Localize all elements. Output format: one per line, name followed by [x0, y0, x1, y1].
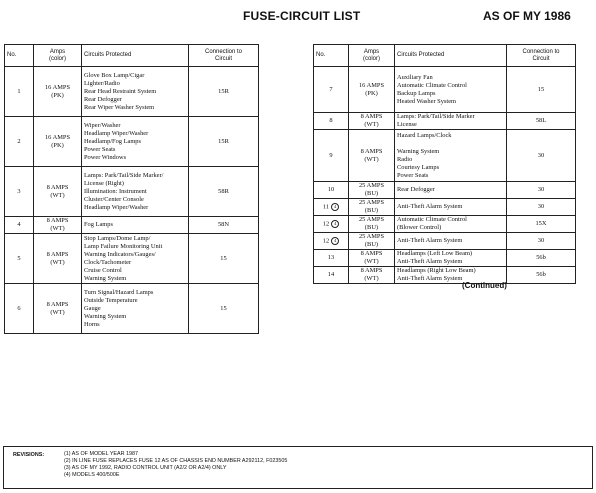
fuse-number-text: 12 — [322, 220, 330, 228]
fuse-number-text: 11 — [322, 203, 330, 211]
fuse-number — [314, 267, 349, 284]
circuit-line: Auxiliary Fan — [397, 73, 433, 81]
circuit-line: Stop Lamps/Dome Lamp/ — [84, 234, 151, 242]
circuit-line: Power Windows — [84, 153, 127, 161]
connection-circuit: 15X — [507, 216, 576, 233]
circuit-line: Rear Head Restraint System — [84, 87, 157, 95]
fuse-number — [5, 67, 34, 117]
fuse-row — [314, 113, 576, 130]
circuits-protected — [82, 217, 189, 234]
connection-circuit: 30 — [507, 233, 576, 250]
fuse-number-text: 14 — [327, 271, 335, 278]
circuit-line: Headlamp Wiper/Washer — [84, 129, 149, 137]
circuit-line: Warning System — [84, 312, 127, 320]
circuits-protected — [82, 167, 189, 217]
connection-circuit: 30 — [507, 199, 576, 216]
circuit-line: Cruise Control — [84, 266, 122, 274]
circuit-line: Illumination: Instrument — [84, 187, 147, 195]
fuse-number-text: 13 — [327, 254, 335, 261]
connection-circuit: 15 — [189, 284, 259, 334]
amps-value: 8 AMPS — [360, 267, 383, 274]
model-year-label: AS OF MY 1986 — [483, 9, 571, 23]
circuit-line: Courtesy Lamps — [397, 163, 440, 171]
fuse-color: (WT) — [364, 121, 379, 128]
connection-circuit: 15R — [189, 117, 259, 167]
revision-mark: 4 — [331, 203, 339, 211]
circuit-line: Glove Box Lamp/Cigar — [84, 71, 145, 79]
right-table-body — [314, 67, 576, 284]
amps-value: 25 AMPS — [358, 216, 385, 223]
revision-item: (3) AS OF MY 1992, RADIO CONTROL UNIT (A2/2 OR A2/4) ONLY — [64, 465, 227, 471]
circuits-protected — [82, 117, 189, 167]
circuit-line: License — [397, 121, 417, 128]
fuse-row — [5, 284, 259, 334]
fuse-row — [5, 167, 259, 217]
left-table-body — [5, 67, 259, 334]
amps-label: Amps — [363, 48, 380, 55]
amps-color-label: (color) — [362, 55, 380, 62]
circuit-line: Headlamps (Left Low Beam) — [397, 250, 473, 257]
fuse-row — [5, 117, 259, 167]
circuit-line: Backup Lamps — [397, 89, 436, 97]
circuit-line: Anti-Theft Alarm System — [397, 258, 463, 265]
circuit-line: Power Seats — [84, 145, 116, 153]
circuit-line: Automatic Climate Control — [397, 81, 467, 89]
fuse-amps — [34, 284, 82, 334]
fuse-row — [314, 199, 576, 216]
table-header-row — [5, 45, 259, 67]
fuse-row — [314, 67, 576, 113]
amps-value: 8 AMPS — [46, 300, 69, 308]
table-header-row — [314, 45, 576, 67]
fuse-number-text: 12 — [322, 237, 330, 245]
circuit-line: Rear Defogger — [84, 95, 122, 103]
amps-value: 16 AMPS — [44, 133, 71, 141]
circuit-line: Warning Indicators/Gauges/ — [84, 250, 156, 258]
amps-value: 8 AMPS — [46, 250, 69, 258]
col-header-connection — [507, 45, 576, 67]
fuse-color: (PK) — [365, 89, 378, 97]
fuse-color: (BU) — [364, 207, 379, 214]
connection-circuit: 58N — [189, 217, 259, 234]
fuse-color: (WT) — [50, 308, 65, 316]
amps-value: 25 AMPS — [358, 199, 385, 206]
fuse-number — [5, 284, 34, 334]
revision-mark: 4 — [331, 220, 339, 228]
fuse-color: (BU) — [364, 190, 379, 197]
fuse-number-text: 5 — [17, 254, 21, 262]
amps-value: 16 AMPS — [358, 81, 385, 89]
fuse-color: (WT) — [364, 258, 379, 265]
circuit-line: Headlamp/Fog Lamps — [84, 137, 141, 145]
circuits-protected — [82, 67, 189, 117]
col-header-no: No. — [5, 45, 34, 67]
circuit-line: Anti-Theft Alarm System — [397, 275, 463, 282]
fuse-amps — [349, 130, 395, 182]
circuit-line: Lighter/Radio — [84, 79, 120, 87]
fuse-number — [314, 199, 349, 216]
fuse-row — [314, 216, 576, 233]
amps-label: Amps — [49, 48, 66, 55]
fuse-amps — [34, 217, 82, 234]
fuse-color: (WT) — [364, 275, 379, 282]
amps-value: 8 AMPS — [46, 183, 69, 191]
fuse-color: (WT) — [50, 191, 65, 199]
connection-circuit: 56b — [507, 250, 576, 267]
fuse-amps — [349, 267, 395, 284]
fuse-row — [314, 233, 576, 250]
circuit-line: License (Right) — [84, 179, 124, 187]
fuse-color: (BU) — [364, 241, 379, 248]
circuit-line: Warning System — [84, 274, 127, 282]
circuit-line: Radio — [397, 155, 413, 163]
fuse-number — [5, 234, 34, 284]
fuse-amps — [349, 199, 395, 216]
fuse-amps — [349, 216, 395, 233]
fuse-amps — [349, 250, 395, 267]
fuse-amps — [34, 234, 82, 284]
fuse-amps — [349, 233, 395, 250]
fuse-table-right — [313, 44, 576, 284]
fuse-color: (PK) — [51, 91, 64, 99]
connection-sub-label: Circuit — [532, 55, 550, 62]
connection-sub-label: Circuit — [214, 55, 232, 62]
fuse-amps — [349, 182, 395, 199]
connection-circuit: 15 — [189, 234, 259, 284]
circuits-protected — [395, 199, 507, 216]
col-header-amps — [349, 45, 395, 67]
amps-value: 8 AMPS — [360, 113, 383, 120]
fuse-number — [314, 182, 349, 199]
col-header-amps — [34, 45, 82, 67]
fuse-row — [314, 182, 576, 199]
fuse-row — [5, 67, 259, 117]
circuit-line: Rear Defogger — [397, 186, 435, 193]
circuit-line: Outside Temperature — [84, 296, 138, 304]
circuit-line: Turn Signal/Hazard Lamps — [84, 288, 154, 296]
fuse-amps — [349, 67, 395, 113]
circuit-line: Anti-Theft Alarm System — [397, 237, 463, 244]
connection-circuit: 58R — [189, 167, 259, 217]
revision-item: (1) AS OF MODEL YEAR 1987 — [64, 451, 138, 457]
circuit-line: Heated Washer System — [397, 97, 456, 105]
circuits-protected — [82, 234, 189, 284]
col-header-no: No. — [314, 45, 349, 67]
fuse-number-text: 4 — [17, 221, 21, 228]
fuse-color: (BU) — [364, 224, 379, 231]
fuse-row — [314, 250, 576, 267]
col-header-circuits: Circuits Protected — [395, 45, 507, 67]
circuits-protected — [395, 250, 507, 267]
circuit-line: Automatic Climate Control — [397, 216, 467, 223]
connection-circuit: 30 — [507, 130, 576, 182]
circuits-protected — [82, 284, 189, 334]
revision-item: (4) MODELS 400/500E — [64, 472, 120, 478]
connection-circuit: 56b — [507, 267, 576, 284]
fuse-amps — [34, 67, 82, 117]
fuse-number-text: 2 — [17, 137, 21, 145]
circuits-protected — [395, 130, 507, 182]
connection-circuit: 15R — [189, 67, 259, 117]
amps-value: 8 AMPS — [360, 250, 383, 257]
fuse-row — [314, 130, 576, 182]
circuits-protected — [395, 216, 507, 233]
connection-label: Connection to — [522, 48, 560, 55]
circuit-line: Rear Wiper Washer System — [84, 103, 155, 111]
fuse-number-text: 6 — [17, 304, 21, 312]
col-header-circuits: Circuits Protected — [82, 45, 189, 67]
circuits-protected — [395, 182, 507, 199]
circuit-line: Headlamps (Right Low Beam) — [397, 267, 476, 274]
circuits-protected — [395, 67, 507, 113]
circuit-line: Anti-Theft Alarm System — [397, 203, 463, 210]
amps-value: 25 AMPS — [358, 182, 385, 189]
fuse-number-text: 10 — [327, 186, 335, 193]
page-title: FUSE-CIRCUIT LIST — [243, 9, 361, 23]
col-header-connection — [189, 45, 259, 67]
fuse-number — [5, 117, 34, 167]
fuse-color: (WT) — [364, 155, 379, 163]
fuse-number-text: 1 — [17, 87, 21, 95]
circuit-line: Warning System — [397, 147, 440, 155]
fuse-number-text: 9 — [329, 151, 333, 159]
fuse-amps — [34, 167, 82, 217]
fuse-number — [314, 130, 349, 182]
revision-item: (2) IN LINE FUSE REPLACES FUSE 12 AS OF CHASSIS END NUMBER A292112, F023505 — [64, 458, 288, 464]
circuit-line: (Blower Control) — [397, 224, 442, 231]
fuse-number-text: 3 — [17, 187, 21, 195]
circuits-protected — [395, 113, 507, 130]
fuse-number — [314, 216, 349, 233]
fuse-amps — [34, 117, 82, 167]
circuit-line: Power Seats — [397, 171, 429, 179]
circuit-line: Headlamp Wiper/Washer — [84, 203, 149, 211]
circuit-line: Cluster/Center Console — [84, 195, 144, 203]
amps-value: 8 AMPS — [360, 147, 383, 155]
circuit-line: Horns — [84, 320, 100, 328]
fuse-color: (WT) — [50, 258, 65, 266]
connection-circuit: 15 — [507, 67, 576, 113]
amps-color-label: (color) — [48, 55, 66, 62]
revisions-label: REVISIONS: — [13, 452, 45, 458]
fuse-number — [5, 167, 34, 217]
circuit-line: Lamps: Park/Tail/Side Marker — [397, 113, 475, 120]
circuit-line: Clock/Tachometer — [84, 258, 132, 266]
fuse-color: (PK) — [51, 141, 64, 149]
connection-label: Connection to — [204, 48, 243, 55]
fuse-number — [314, 250, 349, 267]
circuit-line: Gauge — [84, 304, 101, 312]
fuse-row — [5, 217, 259, 234]
circuit-line: Lamps: Park/Tail/Side Marker/ — [84, 171, 164, 179]
revision-mark: 4 — [331, 237, 339, 245]
fuse-number — [5, 217, 34, 234]
fuse-number — [314, 113, 349, 130]
amps-value: 16 AMPS — [44, 83, 71, 91]
circuit-line: Wiper/Washer — [84, 121, 121, 129]
fuse-row — [5, 234, 259, 284]
fuse-number-text: 8 — [329, 117, 333, 124]
circuit-line: Hazard Lamps/Clock — [397, 131, 452, 139]
amps-value: 8 AMPS — [46, 217, 69, 224]
amps-value: 25 AMPS — [358, 233, 385, 240]
fuse-color: (WT) — [50, 225, 65, 232]
circuits-protected — [395, 233, 507, 250]
circuit-line — [397, 140, 504, 148]
fuse-amps — [349, 113, 395, 130]
revisions-box — [3, 446, 593, 489]
continued-note: (Continued) — [462, 281, 507, 290]
circuit-line: Fog Lamps — [84, 221, 113, 228]
fuse-number — [314, 233, 349, 250]
fuse-number — [314, 67, 349, 113]
connection-circuit: 30 — [507, 182, 576, 199]
fuse-row — [314, 267, 576, 284]
revisions-list — [64, 451, 287, 479]
fuse-number-text: 7 — [329, 85, 333, 93]
fuse-table-left — [4, 44, 259, 334]
circuit-line: Lamp Failure Monitoring Unit — [84, 242, 163, 250]
connection-circuit: 58L — [507, 113, 576, 130]
